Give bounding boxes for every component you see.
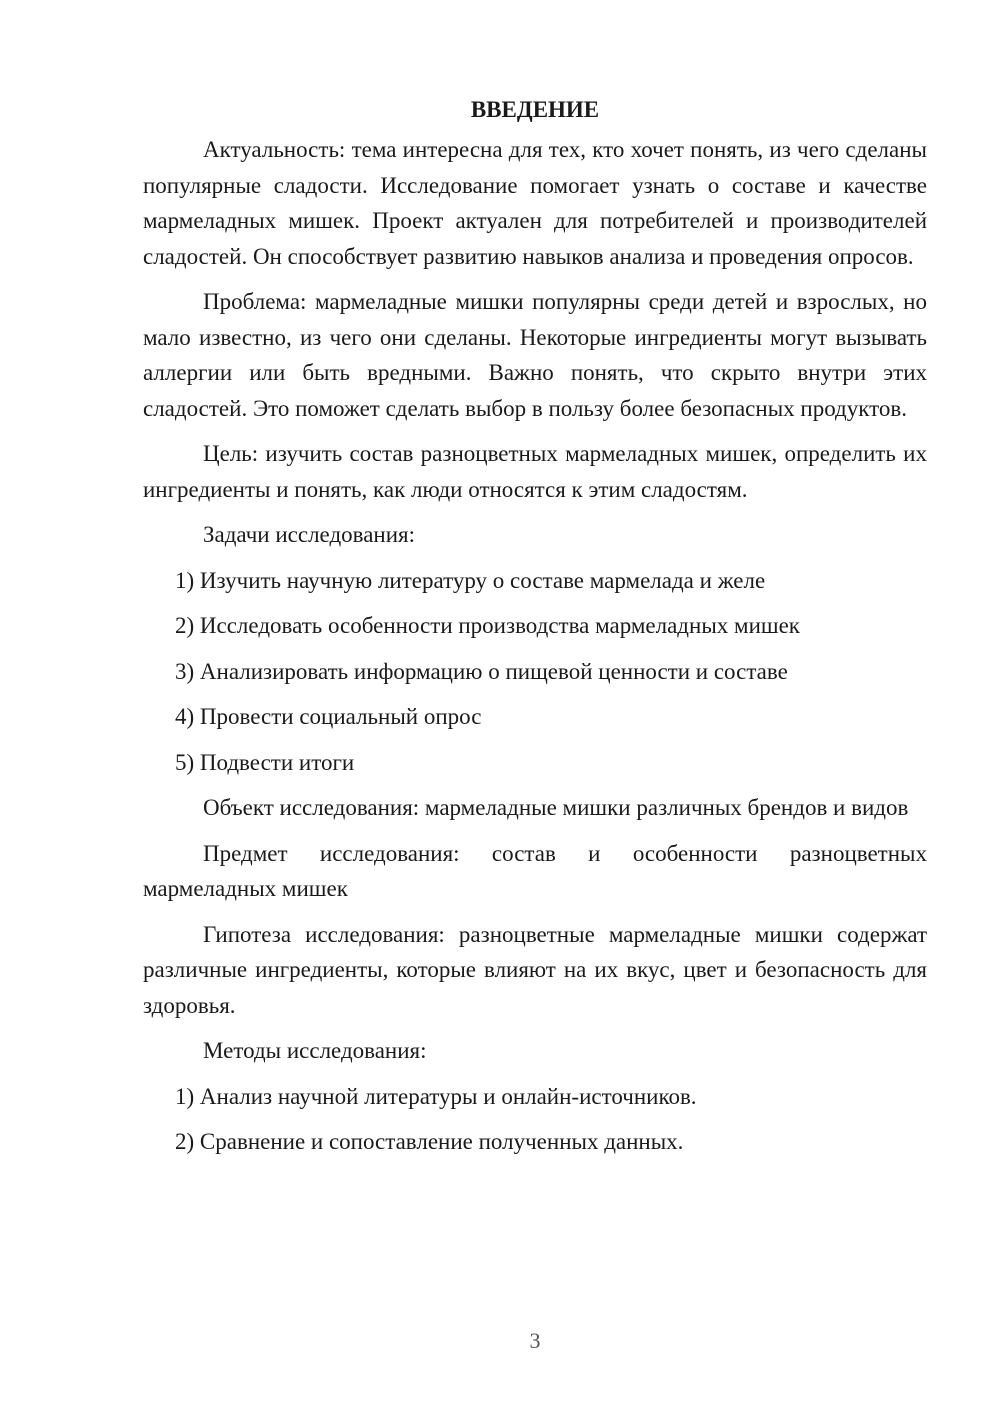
section-heading: ВВЕДЕНИЕ: [470, 97, 600, 122]
task-item: 3) Анализировать информацию о пищевой ценности и составе: [175, 658, 788, 684]
task-item: 4) Провести социальный опрос: [175, 704, 482, 729]
task-item: 1) Изучить научную литературу о составе мармелада и желе: [175, 567, 766, 593]
page-content: [143, 92, 927, 1170]
task-item: 5) Подвести итоги: [175, 749, 355, 775]
object-paragraph: Объект исследования: мармеладные мишки различных брендов и видов: [203, 795, 909, 820]
method-item: 1) Анализ научной литературы и онлайн-источников.: [175, 1083, 697, 1109]
tasks-title: Задачи исследования:: [203, 522, 416, 547]
methods-title: Методы исследования:: [203, 1038, 427, 1063]
goal-paragraph: Цель: изучить состав разноцветных мармеладных мишек, определить их ингредиенты и понять, как люди относятся к этим сладостям.: [143, 441, 927, 502]
task-item: 2) Исследовать особенности производства мармеладных мишек: [175, 613, 800, 638]
relevance-paragraph: Актуальность: тема интересна для тех, кто хочет понять, из чего сделаны популярные сладости. Исследование помогает узнать о составе и качестве мармеладных мишек. Проект актуален для потребителей и производителей сладостей. Он способствует развитию навыков анализа и проведения опросов.: [143, 137, 927, 269]
subject-paragraph: Предмет исследования: состав и особенности разноцветных мармеладных мишек: [143, 840, 927, 901]
hypothesis-paragraph: Гипотеза исследования: разноцветные мармеладные мишки содержат различные ингредиенты, которые влияют на их вкус, цвет и безопасность для здоровья.: [143, 921, 927, 1018]
problem-paragraph: Проблема: мармеладные мишки популярны среди детей и взрослых, но мало известно, из чего они сделаны. Некоторые ингредиенты могут вызывать аллергии или быть вредными. Важно понять, что скрыто внутри этих сладостей. Это поможет сделать выбор в пользу более безопасных продуктов.: [143, 289, 927, 421]
page-number: 3: [529, 1328, 541, 1353]
method-item: 2) Сравнение и сопоставление полученных данных.: [175, 1129, 684, 1154]
